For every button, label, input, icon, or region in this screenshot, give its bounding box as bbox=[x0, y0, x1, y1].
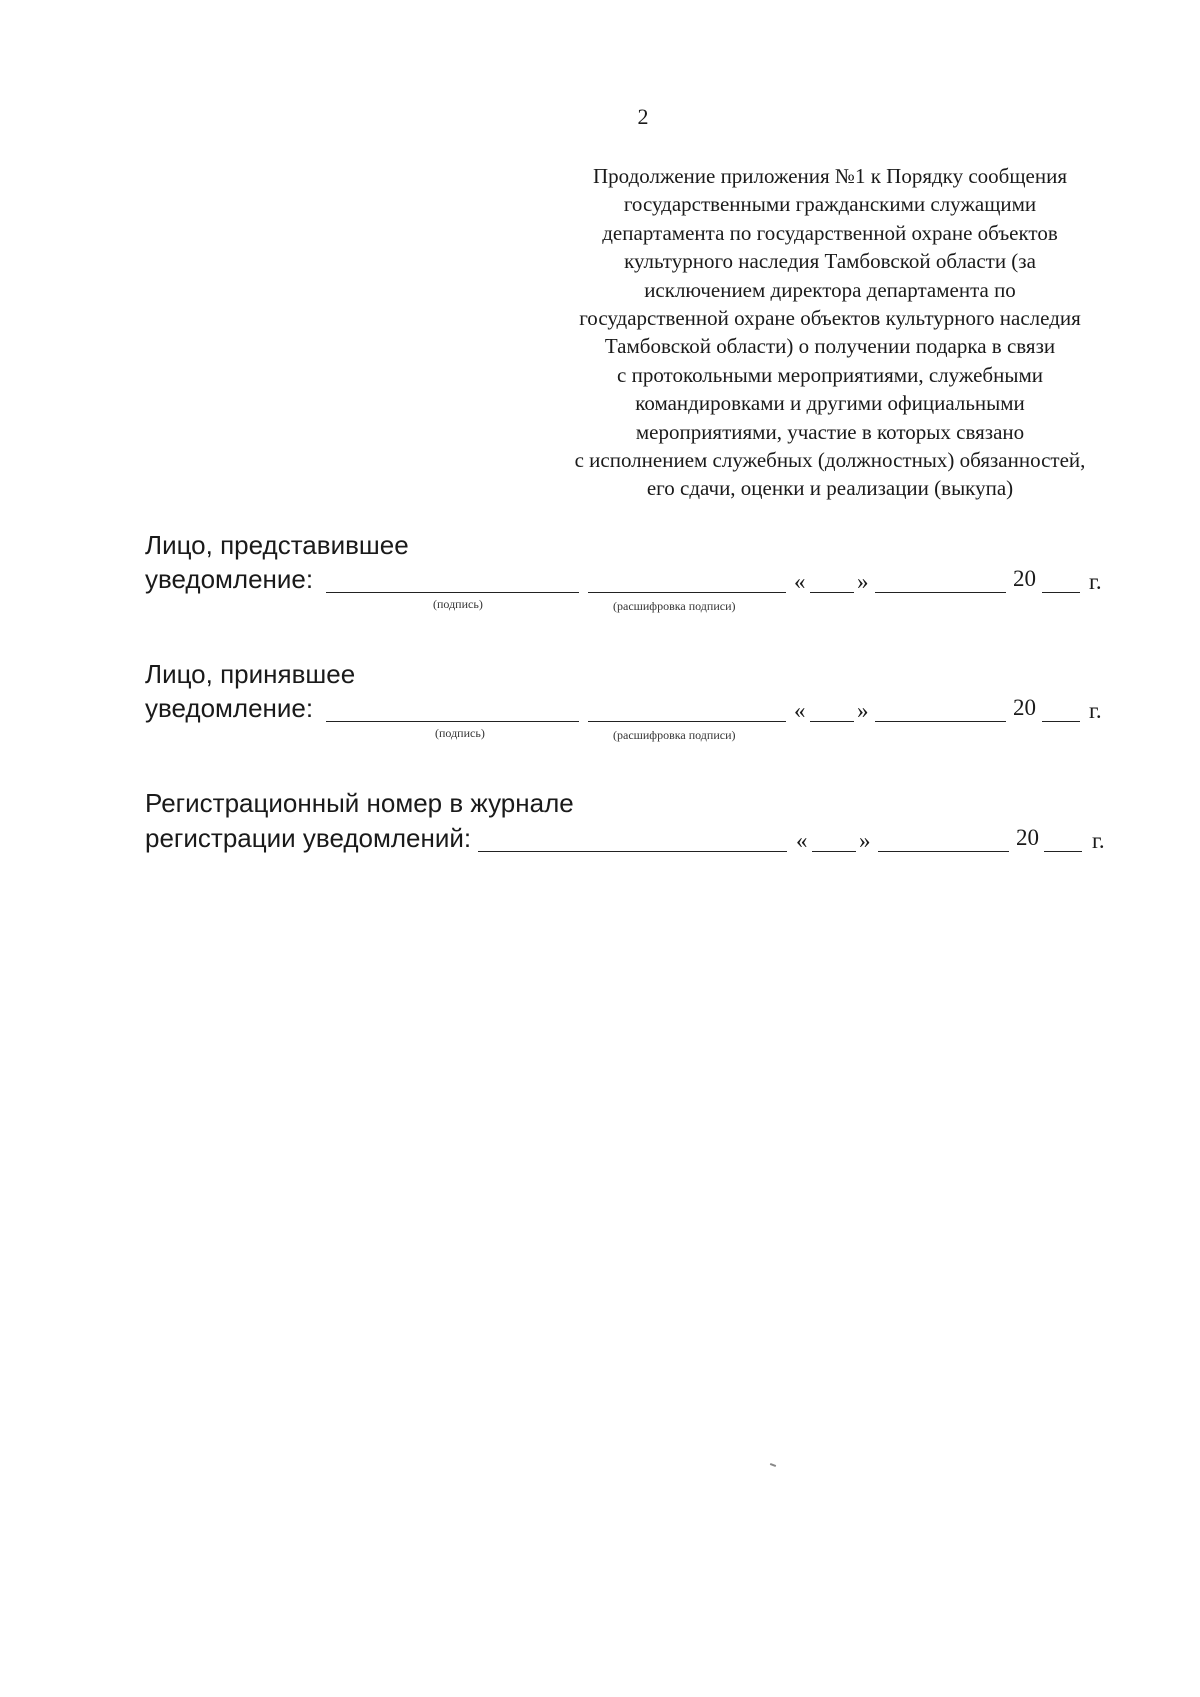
registration-number-blank[interactable] bbox=[478, 851, 787, 852]
appendix-line: исключением директора департамента по bbox=[644, 277, 1016, 302]
submitted-decoding-blank[interactable] bbox=[588, 592, 786, 593]
appendix-heading bbox=[530, 162, 1130, 503]
submitted-month-blank[interactable] bbox=[875, 592, 1006, 593]
appendix-line: Продолжение приложения №1 к Порядку сообщения bbox=[593, 164, 1067, 188]
submitted-signature-blank[interactable] bbox=[326, 592, 579, 593]
submitted-label-line1: Лицо, представившее bbox=[145, 530, 409, 560]
accepted-day-blank[interactable] bbox=[810, 721, 854, 722]
appendix-line: его сдачи, оценки и реализации (выкупа) bbox=[646, 476, 1014, 501]
registration-year-suffix: г. bbox=[1092, 828, 1105, 853]
appendix-line: с протокольными мероприятиями, служебными bbox=[617, 362, 1043, 387]
appendix-line: с исполнением служебных (должностных) обязанностей, bbox=[574, 448, 1086, 473]
registration-year-prefix: 20 bbox=[1016, 825, 1039, 850]
registration-year-blank[interactable] bbox=[1044, 851, 1082, 852]
appendix-line: мероприятиями, участие в которых связано bbox=[635, 419, 1025, 444]
submitted-year-suffix: г. bbox=[1089, 569, 1102, 594]
accepted-label-line1: Лицо, принявшее bbox=[145, 659, 356, 689]
accepted-decoding-caption: (расшифровка подписи) bbox=[613, 728, 736, 742]
registration-month-blank[interactable] bbox=[878, 851, 1009, 852]
accepted-signature-blank[interactable] bbox=[326, 721, 579, 722]
submitted-quote-close: » bbox=[857, 569, 869, 594]
submitted-decoding-caption: (расшифровка подписи) bbox=[613, 599, 736, 613]
accepted-year-blank[interactable] bbox=[1042, 721, 1080, 722]
accepted-year-prefix: 20 bbox=[1013, 695, 1036, 720]
submitted-year-prefix: 20 bbox=[1013, 566, 1036, 591]
registration-quote-close: » bbox=[859, 828, 871, 853]
accepted-quote-close: » bbox=[857, 698, 869, 723]
appendix-line: департамента по государственной охране объектов bbox=[602, 220, 1058, 245]
submitted-day-blank[interactable] bbox=[810, 592, 854, 593]
appendix-line: Тамбовской области) о получении подарка в связи bbox=[604, 334, 1056, 359]
appendix-line: культурного наследия Тамбовской области (за bbox=[624, 249, 1036, 274]
appendix-line: государственной охране объектов культурного наследия bbox=[579, 306, 1081, 331]
scan-speck bbox=[770, 1463, 776, 1467]
submitted-quote-open: « bbox=[794, 569, 806, 594]
submitted-label-line2: уведомление: bbox=[145, 564, 314, 594]
submitted-year-blank[interactable] bbox=[1042, 592, 1080, 593]
accepted-signature-caption: (подпись) bbox=[435, 726, 485, 740]
registration-label-line1: Регистрационный номер в журнале bbox=[145, 788, 574, 818]
accepted-label-line2: уведомление: bbox=[145, 693, 314, 723]
page-number: 2 bbox=[637, 104, 649, 129]
appendix-line: командировками и другими официальными bbox=[635, 391, 1025, 416]
accepted-decoding-blank[interactable] bbox=[588, 721, 786, 722]
registration-label-line2: регистрации уведомлений: bbox=[145, 823, 472, 853]
registration-quote-open: « bbox=[796, 828, 808, 853]
appendix-line: государственными гражданскими служащими bbox=[623, 192, 1037, 217]
accepted-quote-open: « bbox=[794, 698, 806, 723]
submitted-signature-caption: (подпись) bbox=[433, 597, 483, 611]
accepted-year-suffix: г. bbox=[1089, 698, 1102, 723]
registration-day-blank[interactable] bbox=[812, 851, 856, 852]
accepted-month-blank[interactable] bbox=[875, 721, 1006, 722]
